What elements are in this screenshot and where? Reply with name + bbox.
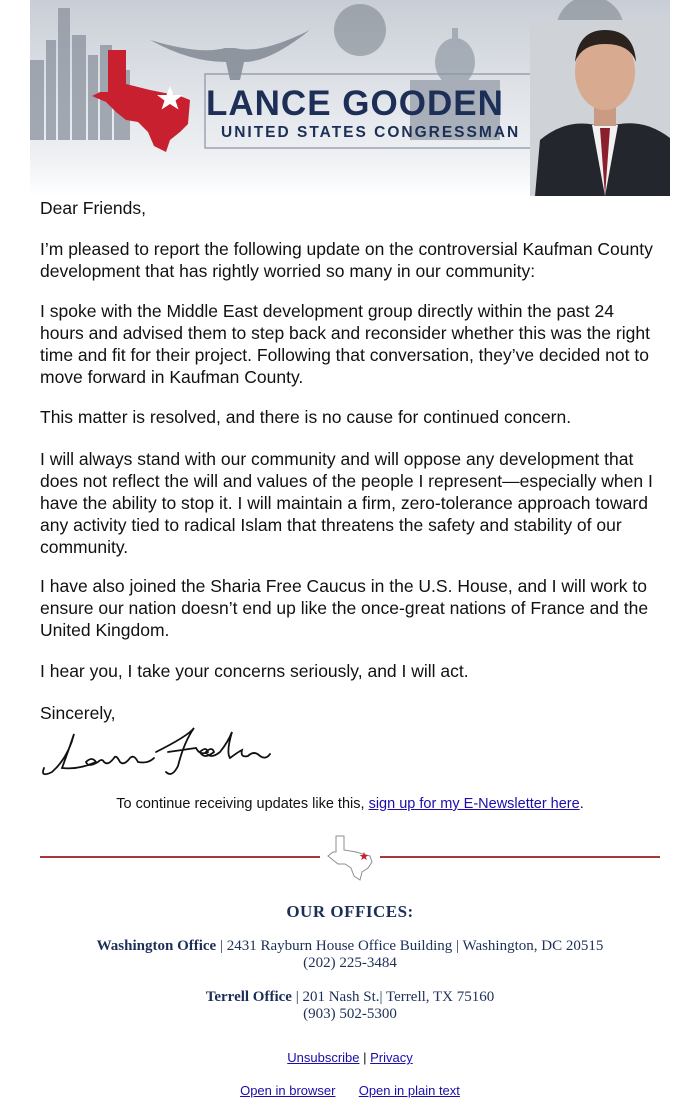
letter-greeting: Dear Friends, bbox=[40, 198, 147, 218]
terrell-office-name: Terrell Office bbox=[205, 989, 292, 1005]
texas-outline-icon bbox=[324, 834, 376, 882]
terrell-office-address: | 201 Nash St.| Terrell, TX 75160 bbox=[291, 989, 495, 1005]
terrell-office-line bbox=[0, 989, 700, 1006]
letter-paragraph-5: I have also joined the Sharia Free Caucus in the U.S. House, and I will work to ensure our nation doesn’t end up like the once-great nations of France and the United Kingdom. bbox=[40, 576, 649, 640]
washington-office-phone: (202) 225-3484 bbox=[303, 955, 397, 971]
letter-paragraph-6: I hear you, I take your concerns seriously, and I will act. bbox=[40, 661, 469, 681]
unsubscribe-link[interactable]: Unsubscribe bbox=[287, 1050, 360, 1065]
letter-paragraph-3: This matter is resolved, and there is no cause for continued concern. bbox=[40, 407, 572, 427]
divider-right bbox=[380, 856, 660, 858]
banner-name: LANCE GOODEN bbox=[206, 84, 504, 123]
letter-closing: Sincerely, bbox=[40, 703, 116, 723]
congressman-portrait bbox=[530, 20, 670, 196]
terrell-office-phone: (903) 502-5300 bbox=[303, 1006, 397, 1022]
letter-paragraph-1: I’m pleased to report the following update on the controversial Kaufman County development that has rightly worried so many in our community: bbox=[40, 239, 653, 281]
letter-paragraph-2: I spoke with the Middle East development group directly within the past 24 hours and advised them to step back and reconsider whether this was the right time and fit for their project. Following that conversation, they’ve decided not to move forward in Kaufman County. bbox=[40, 301, 650, 387]
open-in-plain-text-link[interactable]: Open in plain text bbox=[358, 1083, 460, 1098]
offices-heading: OUR OFFICES: bbox=[286, 902, 414, 921]
footer-separator: | bbox=[359, 1050, 371, 1065]
newsletter-signup-link[interactable]: sign up for my E-Newsletter here bbox=[368, 796, 580, 812]
washington-office-name: Washington Office bbox=[96, 938, 217, 954]
footer-links-row-1 bbox=[0, 1050, 700, 1065]
signature-image bbox=[38, 722, 278, 782]
privacy-link[interactable]: Privacy bbox=[370, 1050, 413, 1065]
washington-office-line bbox=[0, 938, 700, 955]
divider-left bbox=[40, 856, 320, 858]
washington-office-address: | 2431 Rayburn House Office Building | Washington, DC 20515 bbox=[216, 938, 604, 954]
footer-links-row-2 bbox=[0, 1083, 700, 1098]
newsletter-period: . bbox=[579, 796, 584, 812]
banner-subtitle: UNITED STATES CONGRESSMAN bbox=[221, 124, 521, 141]
open-in-browser-link[interactable]: Open in browser bbox=[240, 1083, 336, 1098]
newsletter-note bbox=[0, 796, 700, 812]
letter-paragraph-4: I will always stand with our community and will oppose any development that does not reflect the will and values of the people I represent—especially when I have the ability to stop it. I will maintain a firm, zero-tolerance approach toward any activity tied to radical Islam that threatens the safety and stability of our community. bbox=[40, 449, 653, 557]
newsletter-text: To continue receiving updates like this, bbox=[116, 796, 369, 812]
